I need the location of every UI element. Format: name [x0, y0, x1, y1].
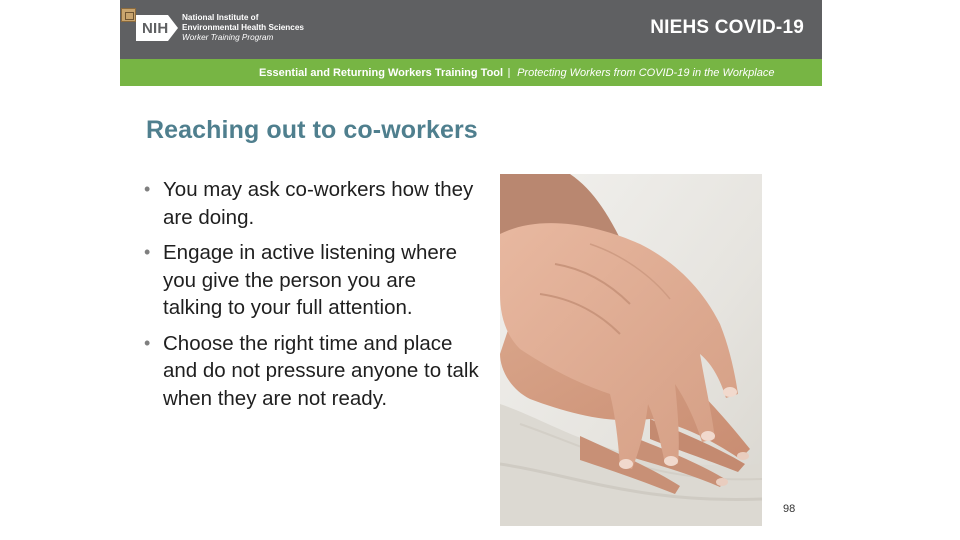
slide-title: Reaching out to co-workers [146, 116, 478, 144]
hands-illustration [500, 174, 762, 526]
banner-subtitle: Protecting Workers from COVID-19 in the Workplace [517, 66, 775, 79]
nih-logo [136, 11, 304, 45]
bullet-item [140, 176, 480, 231]
hands-photo [500, 174, 762, 526]
bullet-item [140, 330, 480, 413]
slide-header [120, 0, 822, 59]
bullet-item [140, 239, 480, 322]
bullet-text: Engage in active listening where you give the person you are talking to your full attention. [163, 241, 458, 319]
bullet-marker: • [144, 332, 151, 353]
nih-logo-lines [182, 13, 304, 43]
bullet-marker: • [144, 179, 151, 199]
banner-bar [120, 59, 822, 86]
banner-tool-name: Essential and Returning Workers Training Tool [259, 66, 504, 79]
bullet-list [140, 176, 480, 420]
slide [120, 0, 822, 540]
institute-name-line-2: Environmental Health Sciences [182, 23, 304, 32]
bullet-marker: • [144, 242, 151, 262]
program-name: Worker Training Program [182, 33, 274, 42]
page-number: 98 [783, 503, 796, 515]
institute-name-line-1: National Institute of [182, 13, 259, 22]
banner-separator [508, 68, 510, 78]
window-corner-icon [121, 8, 136, 22]
nih-logo-mark [136, 15, 178, 41]
bullet-text: Choose the right time and place and do not pressure anyone to talk when they are not ready. [163, 331, 479, 410]
brand-title: NIEHS COVID-19 [650, 17, 804, 38]
nih-logo-text: NIH [142, 19, 169, 37]
bullet-text: You may ask co-workers how they are doing. [163, 178, 474, 229]
